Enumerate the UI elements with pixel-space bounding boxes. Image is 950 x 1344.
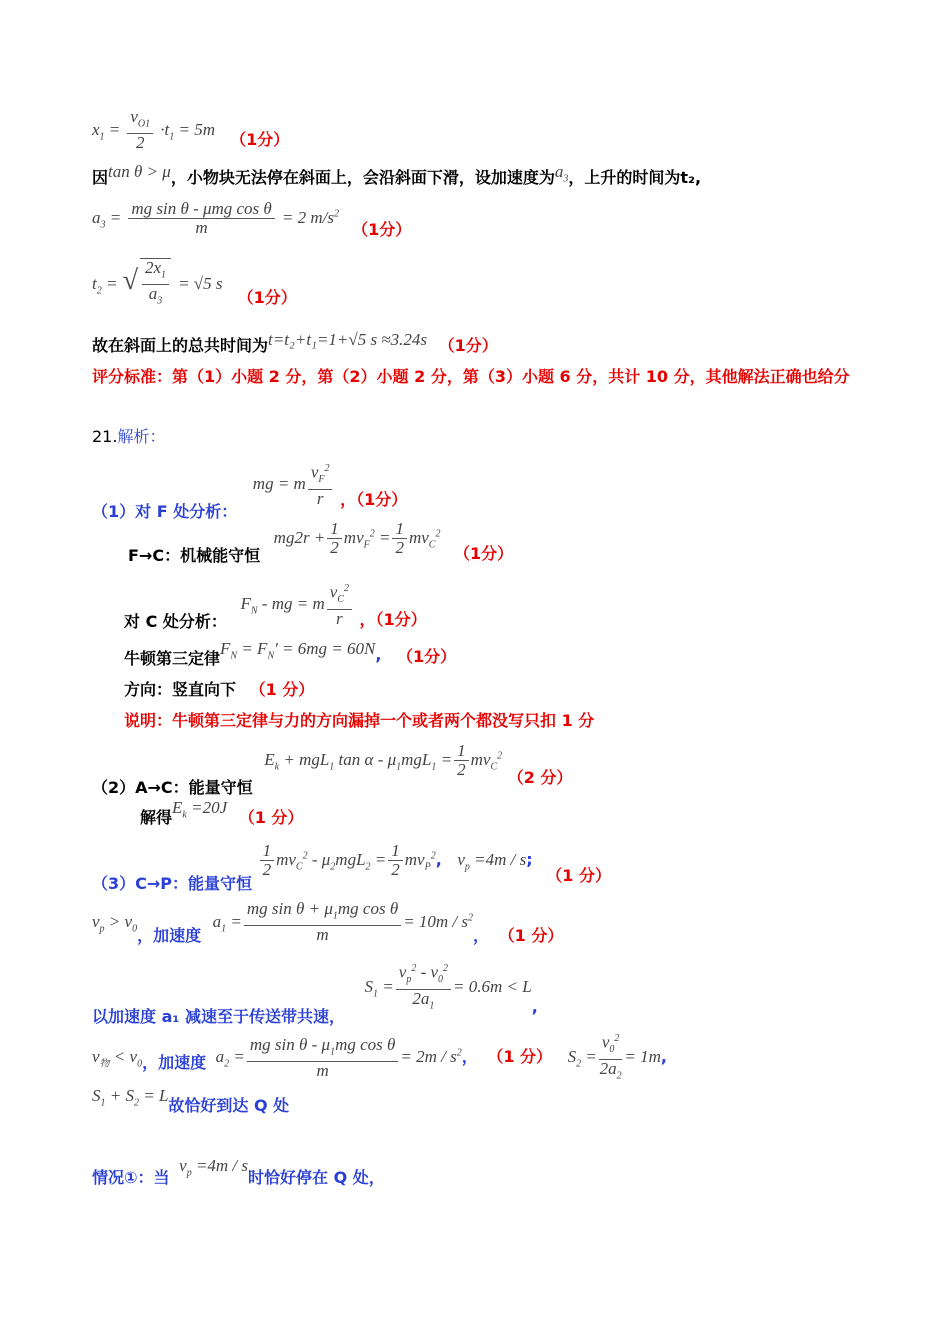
score-mark: ，（1分） bbox=[359, 609, 427, 629]
score-mark: （1分） bbox=[454, 544, 514, 563]
part3-c-to-p: （3）C→P：能量守恒 $\frac{1}{2}$ $mv_C^2 - \mu_2mgL_2$ = $\frac{1}{2}$ $mv_P^2$, $v_p =4m / s$; （1 分） bbox=[92, 841, 611, 893]
score-mark: （1 分） bbox=[498, 925, 564, 945]
part3-conclusion: $S_1 + S_2 = L$故恰好到达 Q 处 bbox=[92, 1086, 290, 1115]
section-heading-21: 21.解析： bbox=[92, 427, 166, 446]
score-mark: （1 分） bbox=[487, 1047, 553, 1067]
case-one: 情况①：当 $v_p =4m / s$时恰好停在 Q 处， bbox=[92, 1156, 385, 1187]
score-mark: （1 分） bbox=[546, 866, 611, 885]
part1-f-to-c: F→C：机械能守恒 mg2r + $\frac{1}{2}$ $mv_F^2$ = $\frac{1}{2}$ $mv_C^2$ （1分） bbox=[128, 519, 514, 565]
score-mark: （1分） bbox=[396, 647, 457, 666]
score-mark: （1 分） bbox=[249, 680, 315, 699]
equation-t2: $t_2$ = √ $\frac{2x_1}{a_3}$ = √5 s （1分） bbox=[92, 258, 297, 308]
score-mark: ，（1分） bbox=[340, 489, 408, 509]
part1-c-analysis: 对 C 处分析： $F_N$ - mg = m $\frac{v_C^2}{r}$ ，（1分） bbox=[124, 580, 427, 626]
score-mark: （1分） bbox=[237, 287, 297, 307]
part3-accel-a2: $v_物 < v_0$，加速度 $a_2$ = $\frac{mg \sin \theta - \mu_1mg \cos \theta}{m}$ = $2m / s^2$， （1 分） $S_2$ = $\frac{v_0^2}{2a_2}$ = 1m, bbox=[92, 1030, 667, 1076]
score-mark: （1分） bbox=[438, 336, 498, 355]
part2-a-to-c: （2）A→C：能量守恒 $E_k + mgL_1$ tan α - $\mu_1mgL_1$ = $\frac{1}{2}$ $mv_C^2$ （2 分） bbox=[92, 741, 573, 797]
score-mark: （1 分） bbox=[238, 808, 304, 827]
score-mark: （1分） bbox=[230, 129, 290, 149]
text-line-condition: 因tan θ > μ，小物块无法停在斜面上，会沿斜面下滑，设加速度为$a_3$，上升的时间为t₂, bbox=[92, 162, 702, 187]
note-line: 说明：牛顿第三定律与力的方向漏掉一个或者两个都没写只扣 1 分 bbox=[124, 711, 595, 730]
part1-direction: 方向：竖直向下 （1 分） bbox=[124, 680, 315, 699]
equation-a3: $a_3$ = $\frac{\text{mg sin θ - μmg cos θ}}{m}$ = 2 $m/s^2$ （1分） bbox=[92, 199, 412, 239]
equation-x1: $x_1$ = $\frac{v_{O1}}{2}$ $\cdot t_1 = 5m$ （1分） bbox=[92, 107, 290, 153]
score-mark: （1分） bbox=[352, 220, 412, 239]
part3-decel-to-sync: 以加速度 a₁ 减速至于传送带共速， $S_1$ = $\frac{v_p^2 - v_0^2}{2a_1}$ = 0.6m < L, bbox=[92, 960, 538, 1006]
part3-accel-a1: $v_p > v_0$，加速度 $a_1$ = $\frac{mg \sin \theta + \mu_1mg \cos \theta}{m}$ = $10m / s^2$， （1 分） bbox=[92, 899, 564, 945]
part1-f-analysis: （1）对 F 处分析： mg = m $\frac{v_F^2}{r}$ ，（1分） bbox=[92, 460, 407, 506]
part2-result: 解得$E_k =20J$ （1 分） bbox=[140, 798, 304, 827]
text-line-total-time: 故在斜面上的总共时间为t=t₂+t₁=1+√5 s ≈3.24s （1分） bbox=[92, 330, 498, 355]
grading-criteria: 评分标准：第（1）小题 2 分，第（2）小题 2 分，第（3）小题 6 分，共计 10 分，其他解法正确也给分 bbox=[92, 367, 850, 386]
score-mark: （2 分） bbox=[507, 768, 573, 787]
part1-newton-third: 牛顿第三定律$F_N = F_N' = 6mg = 60N$, （1分） bbox=[124, 639, 457, 668]
